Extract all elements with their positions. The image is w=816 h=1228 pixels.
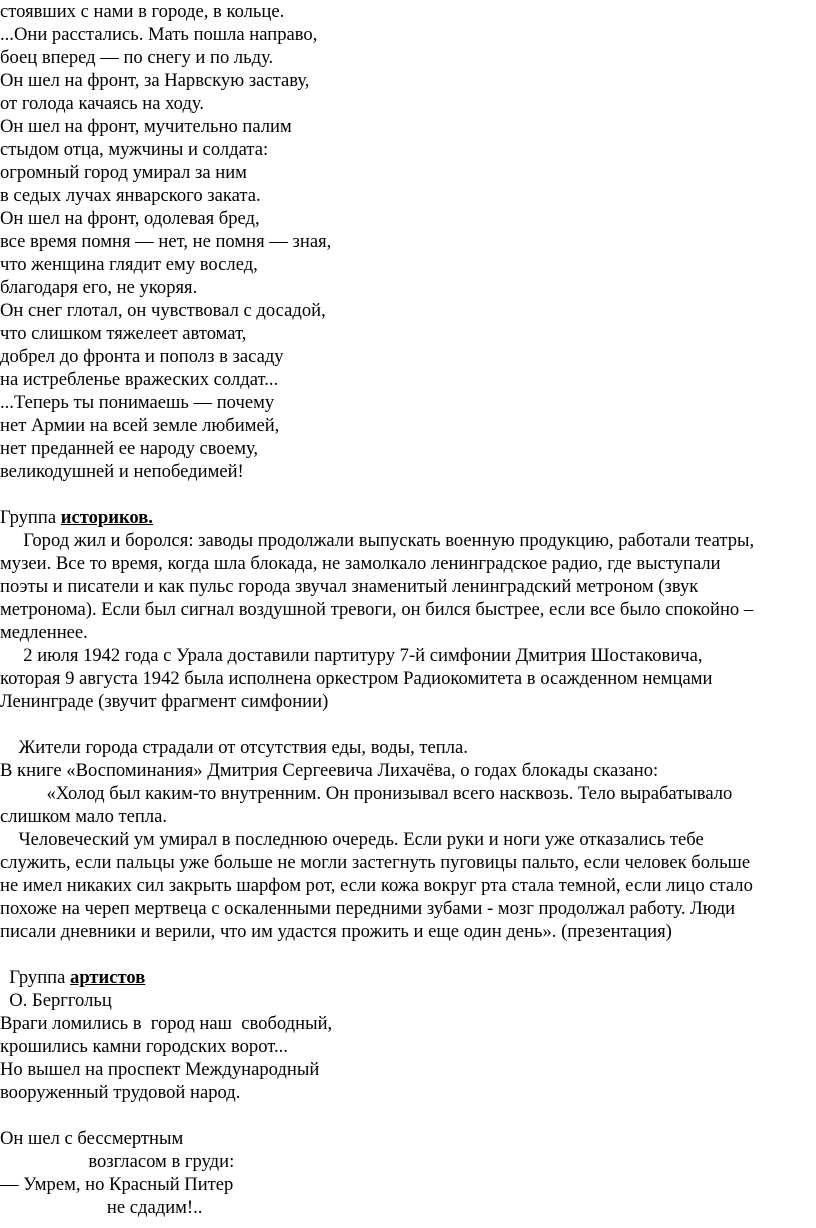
group-word: Группа [0,967,71,988]
poem-line: все время помня — нет, не помня — зная, [0,231,332,252]
poem-line: стыдом отца, мужчины и солдата: [0,139,269,160]
poem-line: Враги ломились в город наш свободный, [0,1013,333,1034]
paragraph-line: В книге «Воспоминания» Дмитрия Сергеевича Лихачёва, о годах блокады сказано: [0,760,659,781]
quote-line: Человеческий ум умирал в последнюю очередь. Если руки и ноги уже отказались тебе [0,829,704,850]
quote-line: писали дневники и верили, что им удастся прожить и еще один день». (презентация) [0,921,672,942]
poem-line: в седых лучах январского заката. [0,185,261,206]
paragraph-line: 2 июля 1942 года с Урала доставили партитуру 7-й симфонии Дмитрия Шостаковича, [0,645,703,666]
poem-line: крошились камни городских ворот... [0,1036,288,1057]
poem-line: на истребленье вражеских солдат... [0,369,279,390]
poem-line: нет Армии на всей земле любимей, [0,415,280,436]
poem-line: Он снег глотал, он чувствовал с досадой, [0,300,326,321]
quote-line: похоже на череп мертвеца с оскаленными передними зубами - мозг продолжал работу. Люди [0,898,736,919]
poem-line: не сдадим!.. [0,1197,203,1218]
group-word: Группа [0,507,61,528]
poem-author: О. Берггольц [0,990,112,1011]
quote-line: не имел никаких сил закрыть шарфом рот, если кожа вокруг рта стала темной, если лицо стало [0,875,753,896]
paragraph-line: Ленинграде (звучит фрагмент симфонии) [0,691,329,712]
poem-line: великодушней и непобедимей! [0,461,244,482]
paragraph-line: Город жил и боролся: заводы продолжали выпускать военную продукцию, работали театры, [0,530,755,551]
poem-line: Он шел на фронт, одолевая бред, [0,208,260,229]
poem-line: ...Они расстались. Мать пошла направо, [0,24,318,45]
poem-line: вооруженный трудовой народ. [0,1082,241,1103]
poem-line: огромный город умирал за ним [0,162,247,183]
group-name: артистов [70,967,146,988]
poem-line: боец вперед — по снегу и по льду. [0,47,274,68]
poem-line: возгласом в груди: [0,1151,235,1172]
group-name: историков. [60,507,153,528]
poem-line: ...Теперь ты понимаешь — почему [0,392,275,413]
poem-line: благодаря его, не укоряя. [0,277,198,298]
poem-line: Но вышел на проспект Международный [0,1059,320,1080]
paragraph-line: метронома). Если был сигнал воздушной тревоги, он бился быстрее, если все было спокойно – [0,599,754,620]
paragraph-line: музеи. Все то время, когда шла блокада, не замолкало ленинградское радио, где выступали [0,553,721,574]
poem-line: — Умрем, но Красный Питер [0,1174,234,1195]
poem-line: что женщина глядит ему вослед, [0,254,258,275]
paragraph-line: поэты и писатели и как пульс города звучал знаменитый ленинградский метроном (звук [0,576,699,597]
paragraph-line: которая 9 августа 1942 была исполнена оркестром Радиокомитета в осажденном немцами [0,668,713,689]
poem-line: Он шел с бессмертным [0,1128,184,1149]
poem-line: от голода качаясь на ходу. [0,93,204,114]
group-heading-artists [0,966,145,989]
poem-line: добрел до фронта и пополз в засаду [0,346,284,367]
poem-line: Он шел на фронт, за Нарвскую заставу, [0,70,310,91]
paragraph-line: Жители города страдали от отсутствия еды, воды, тепла. [0,737,468,758]
poem-line: Он шел на фронт, мучительно палим [0,116,292,137]
quote-line: служить, если пальцы уже больше не могли застегнуть пуговицы пальто, если человек больше [0,852,751,873]
poem-line: стоявших с нами в городе, в кольце. [0,1,285,22]
poem-line: что слишком тяжелеет автомат, [0,323,247,344]
group-heading-historians [0,506,153,529]
paragraph-line: медленнее. [0,622,88,643]
poem-line: нет преданней ее народу своему, [0,438,259,459]
quote-line: слишком мало тепла. [0,806,168,827]
quote-line: «Холод был каким-то внутренним. Он пронизывал всего насквозь. Тело вырабатывало [0,783,733,804]
